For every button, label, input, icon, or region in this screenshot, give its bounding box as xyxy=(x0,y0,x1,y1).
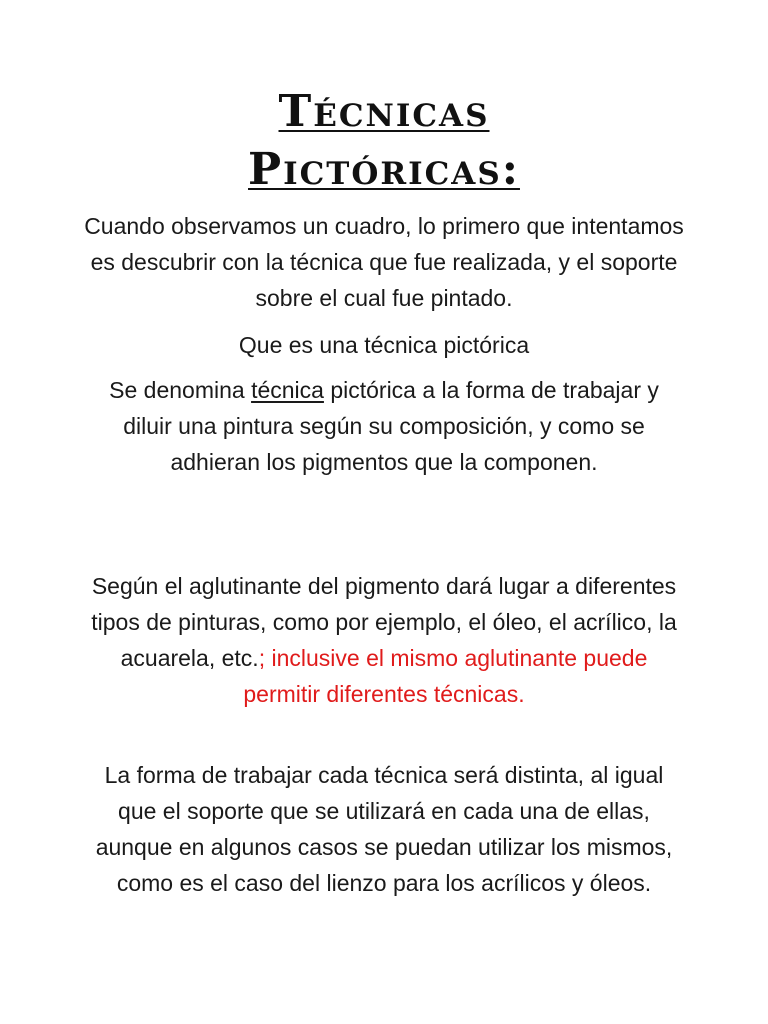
definition-paragraph xyxy=(84,372,684,480)
title-line-1: Técnicas xyxy=(278,86,490,137)
intro-paragraph: Cuando observamos un cuadro, lo primero que intentamos es descubrir con la técnica que fue realizada, y el soporte sobre el cual fue pintado. xyxy=(84,213,684,311)
final-paragraph: La forma de trabajar cada técnica será distinta, al igual que el soporte que se utilizará en cada una de ellas, aunque en algunos casos se puedan utilizar los mismos, como es el caso del lienzo para los acrílicos y óleos. xyxy=(95,762,673,896)
definition-term: técnica xyxy=(251,377,324,403)
aglutinante-text: Según el aglutinante del pigmento dará lugar a diferentes tipos de pinturas, como por ejemplo, el óleo, el acrílico, la acuarela, etc. xyxy=(91,573,677,671)
title-line-2: Pictóricas: xyxy=(248,144,520,195)
definition-pre: Se denomina xyxy=(109,377,252,403)
question-line: Que es una técnica pictórica xyxy=(238,332,530,358)
definition-post: pictórica a la forma de trabajar y diluir una pintura según su composición, y como se adhieran los pigmentos que la componen. xyxy=(123,377,659,475)
aglutinante-highlight: ; inclusive el mismo aglutinante puede permitir diferentes técnicas. xyxy=(243,645,648,707)
aglutinante-paragraph xyxy=(84,568,684,712)
